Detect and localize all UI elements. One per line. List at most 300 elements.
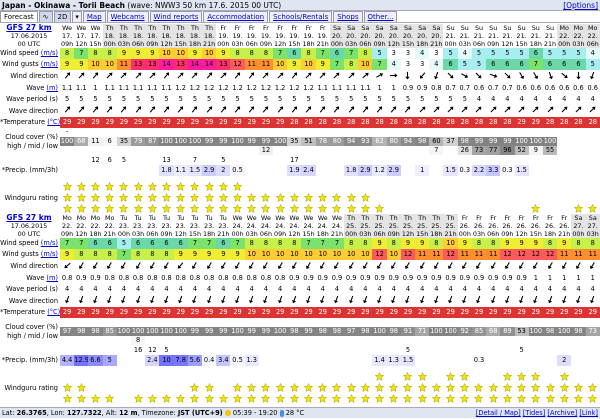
wind-speed-cell: 4 (415, 48, 429, 59)
cloud-mid-cell: 37 (443, 137, 457, 146)
cloud-mid-cell: 100 (174, 327, 188, 335)
date-cell: 19. (246, 32, 257, 40)
rating-cell (358, 372, 372, 405)
precip-cell: 12.9 (74, 356, 89, 364)
wind-arrow-icon (531, 261, 540, 270)
cloud-low-cell (316, 146, 330, 155)
wave-unit-link[interactable]: (m) (46, 84, 58, 92)
star-icon (389, 397, 398, 405)
model-name[interactable]: GFS 27 km (6, 24, 52, 32)
wave-arrow-icon (176, 105, 185, 114)
footer-link-2[interactable]: [Archive] (547, 409, 578, 417)
temperature-cell: 29 (216, 117, 230, 128)
wave-arrow-icon (247, 295, 256, 304)
wind-dir-cell (557, 70, 571, 83)
wind-arrow-icon (403, 71, 412, 80)
wind-arrow-icon (517, 71, 526, 80)
unit-link[interactable]: (m/s) (40, 49, 58, 57)
wind-gusts-cell: 3 (415, 59, 429, 70)
precip-cell: 1.5 (402, 356, 414, 364)
sun-icon (225, 410, 231, 416)
precip-cell: 0.4 (203, 356, 215, 364)
rating-cell (145, 182, 159, 215)
wind-speed-cell: 8 (472, 238, 486, 249)
wind-gusts-cell: 10 (259, 249, 273, 260)
wave-cell: 0.9 (388, 274, 400, 282)
wave-period-cell: 4 (349, 285, 354, 293)
precip-cell: 5 (103, 355, 117, 366)
wave-dir-cell (529, 105, 543, 117)
wave-arrow-icon (403, 295, 412, 304)
rating-cell (159, 372, 173, 405)
wind-arrow-icon (332, 71, 341, 80)
cloud-low-cell (188, 336, 202, 345)
cloud-low-cell (500, 336, 514, 345)
wind-gusts-cell: 10 (287, 249, 301, 260)
cloud-low-cell (287, 146, 301, 155)
unit-link[interactable]: (m/s) (40, 250, 58, 258)
wave-arrow-icon (418, 105, 427, 114)
wave-period-cell: 4 (221, 285, 226, 293)
wave-period-cell: 5 (448, 95, 453, 103)
rating-cell (458, 372, 472, 405)
wind-dir-cell (557, 260, 571, 273)
wave-period-cell: 4 (519, 285, 524, 293)
tab-1[interactable]: ∿ (39, 11, 53, 22)
cloud-high-cell (571, 128, 585, 137)
wind-speed-cell: 9 (372, 238, 386, 249)
precip-cell: 5.6 (189, 356, 201, 364)
wave-period-cell: 5 (192, 95, 198, 103)
temperature-cell: 28 (330, 117, 344, 128)
wind-gusts-cell: 11 (117, 59, 131, 70)
cloud-mid-cell: 100 (557, 327, 571, 335)
cloud-mid-cell: 89 (500, 327, 514, 336)
wind-speed-cell: 8 (245, 48, 259, 59)
cloud-low-cell (88, 146, 102, 155)
precip-cell (74, 165, 88, 176)
precip-cell (330, 165, 344, 176)
lat-label: Lat: (2, 409, 15, 417)
tab-5[interactable]: Webcams (107, 11, 149, 22)
wind-dir-cell (216, 260, 230, 273)
precip-cell (145, 165, 159, 176)
cloud-high-cell (358, 128, 372, 137)
wind-dir-cell (543, 70, 557, 83)
precip-cell: 7.8 (175, 356, 186, 364)
cloud-high-cell (429, 128, 443, 137)
wave-cell: 1.1 (118, 84, 130, 92)
day-cell: Su (503, 24, 512, 32)
wave-arrow-icon (375, 105, 384, 114)
wave-period-cell: 4 (533, 95, 538, 103)
wave-cell: 0.9 (473, 274, 485, 282)
wave-dir-cell (330, 295, 344, 307)
wave-period-cell: 5 (334, 95, 340, 103)
cloud-low-cell (387, 146, 401, 155)
model-name[interactable]: GFS 27 km (6, 214, 52, 222)
wave-period-cell: 4 (164, 285, 169, 293)
cloud-low-cell (74, 336, 88, 345)
cloud-label: Cloud cover (%) high / mid / low (5, 322, 58, 340)
day-cell: Fr (532, 214, 539, 222)
cloud-low-cell (301, 146, 315, 155)
wave-cell: 0.9 (416, 84, 428, 92)
temperature-cell: 29 (174, 117, 188, 128)
wave-dir-cell (131, 105, 145, 117)
wave-dir-cell (401, 295, 415, 307)
tab-0[interactable]: Forecast (0, 11, 38, 22)
wind-speed-cell: 5 (500, 48, 514, 59)
wave-period-cell: 4 (562, 95, 567, 103)
star-icon (332, 397, 341, 405)
wave-cell: 1.1 (161, 84, 172, 92)
cloud-high-cell (259, 128, 273, 137)
date-cell: 20. (401, 32, 415, 40)
hour-cell: 09h (373, 40, 386, 48)
cloud-extra-cell: 5 (221, 155, 226, 164)
wave-period-cell: 4 (79, 285, 84, 293)
rating-cell (586, 182, 600, 215)
wave-dir-cell (145, 105, 159, 117)
unit-link[interactable]: (m/s) (40, 60, 58, 68)
wave-dir-cell (387, 105, 401, 117)
cloud-high-cell (188, 318, 202, 327)
wave-cell: 0.9 (360, 274, 371, 282)
wind-speed-cell: 6 (145, 238, 159, 249)
wave-arrow-icon (91, 295, 100, 304)
cloud-extra-cell (344, 155, 358, 165)
wind-dir-cell (60, 260, 74, 273)
wave-dir-cell (443, 105, 457, 117)
wave-period-cell: 5 (306, 95, 311, 103)
date-cell: 21. (473, 32, 485, 40)
unit-link[interactable]: (m/s) (40, 239, 58, 247)
wave-cell: 0.8 (147, 274, 158, 282)
hour-cell: 06h (373, 230, 386, 238)
wind-arrow-icon (105, 71, 114, 80)
star-icon (531, 397, 540, 405)
rating-cell (287, 372, 301, 405)
cloud-mid-cell: 99 (245, 327, 259, 336)
tab-10[interactable]: Other... (364, 11, 398, 22)
wave-arrow-icon (162, 105, 171, 114)
cloud-extra-cell (415, 345, 429, 355)
tab-8[interactable]: Schools/Rentals (269, 11, 332, 22)
wind-gusts-cell: 6 (443, 59, 457, 70)
hour-cell: 21h (444, 230, 457, 238)
rating-cell (103, 182, 117, 215)
cloud-high-cell (188, 128, 202, 137)
wave-arrow-icon (446, 105, 455, 114)
wind-speed-cell: 8 (60, 48, 74, 59)
wave-cell: 1.1 (61, 84, 73, 92)
cloud-mid-cell: 80 (387, 137, 401, 146)
cloud-high-cell (216, 128, 230, 137)
cloud-low-cell (557, 146, 571, 155)
cloud-low-cell (443, 146, 457, 155)
cloud-high-cell (174, 128, 188, 137)
rating-cell (159, 182, 173, 215)
hour-cell: 09h (274, 230, 287, 238)
cloud-high-cell (401, 128, 415, 137)
wind-dir-cell (330, 70, 344, 83)
date-cell: 24. (246, 222, 257, 230)
lon-label: Lon: (50, 409, 65, 417)
hour-cell: 18h (302, 40, 315, 48)
precip-cell (273, 165, 287, 176)
model-date: 17.06.2015 (10, 222, 48, 230)
cloud-extra-cell: 16 (133, 345, 143, 354)
hour-cell: 09h (160, 230, 173, 238)
footer-link-3[interactable]: [Link] (579, 409, 598, 417)
day-cell: Tu (205, 214, 213, 222)
star-icon (276, 386, 285, 394)
wave-arrow-icon (205, 295, 214, 304)
wind-arrow-icon (176, 261, 185, 270)
date-cell: 20. (387, 32, 401, 40)
wave-cell: 0.6 (516, 84, 527, 92)
wave-arrow-icon (261, 295, 270, 304)
temperature-cell: 28 (401, 117, 415, 128)
cloud-mid-cell: 11 (88, 137, 102, 146)
wind-dir-cell (301, 260, 315, 273)
tab-6[interactable]: Wind reports (150, 11, 203, 22)
day-cell: Fr (305, 24, 312, 32)
date-cell: 21. (516, 32, 527, 40)
wave-arrow-icon (77, 105, 86, 114)
cloud-extra-cell (458, 155, 472, 165)
wind-arrow-icon (162, 71, 171, 80)
wind-speed-cell: 6 (174, 238, 188, 249)
rating-cell (401, 372, 415, 405)
cloud-mid-cell: 68 (486, 327, 500, 336)
wind-gusts-cell: 11 (415, 249, 429, 260)
precip-cell: 0.5 (232, 166, 243, 174)
temp-unit-link[interactable]: (°C) (47, 118, 60, 126)
day-cell: Th (131, 24, 145, 32)
rating-label: Windguru rating (4, 194, 58, 202)
footer-link-0[interactable]: [Detail / Map] (475, 409, 521, 417)
rating-cell (571, 182, 585, 215)
star-icon (290, 397, 299, 405)
wave-unit-link[interactable]: (m) (46, 274, 58, 282)
star-icon (63, 397, 72, 405)
cloud-mid-cell: 98 (571, 327, 585, 336)
wind-dir-cell (301, 70, 315, 83)
temperature-cell: 29 (287, 307, 301, 318)
temperature-cell: 28 (429, 117, 443, 128)
tab-4[interactable]: Map (83, 11, 106, 22)
star-icon (190, 196, 199, 204)
wave-dir-cell (316, 295, 330, 307)
wave-cell: 0.8 (431, 84, 442, 92)
cloud-extra-cell (543, 155, 557, 165)
cloud-low-cell (259, 336, 273, 345)
wind-gusts-cell: 10 (330, 249, 344, 260)
day-cell: Th (174, 24, 188, 32)
wave-arrow-icon (474, 295, 483, 304)
wave-arrow-icon (190, 105, 199, 114)
tab-9[interactable]: Shops (333, 11, 362, 22)
tab-2[interactable]: 2D (54, 11, 72, 22)
cloud-high-cell (88, 128, 102, 137)
wind-speed-cell: 9 (415, 238, 429, 249)
wave-arrow-icon (261, 105, 270, 114)
temperature-label: *Temperature (°C) (0, 308, 60, 316)
wave-dir-cell (216, 105, 230, 117)
wave-cell: 0.8 (161, 274, 172, 282)
wind-arrow-icon (361, 71, 370, 80)
wind-gusts-cell: 8 (159, 249, 173, 260)
star-icon (205, 397, 214, 405)
cloud-mid-cell: 99 (486, 137, 500, 146)
star-icon (261, 386, 270, 394)
wind-dir-cell (472, 260, 486, 273)
temperature-cell: 29 (500, 307, 514, 318)
wave-period-cell: 4 (107, 285, 112, 293)
precip-cell: 2 (216, 165, 230, 176)
wave-period-cell: 5 (93, 95, 98, 103)
wave-dir-cell (117, 105, 131, 117)
wave-cell: 0.8 (132, 274, 144, 282)
temperature-cell: 29 (486, 307, 500, 318)
temperature-cell: 28 (316, 117, 330, 128)
date-cell: 23. (189, 222, 201, 230)
wind-arrow-icon (276, 261, 285, 270)
precip-cell: 0.3 (459, 166, 471, 174)
wind-gusts-cell: 12 (543, 249, 557, 260)
precip-cell (301, 355, 315, 366)
rating-cell (486, 372, 500, 405)
wind-arrow-icon (503, 261, 512, 270)
hour-cell: 06h (245, 40, 258, 48)
tab-7[interactable]: Accommodation (203, 11, 268, 22)
cloud-mid-cell: 98 (316, 327, 330, 336)
temperature-cell: 28 (301, 117, 315, 128)
wind-dir-cell (571, 260, 585, 273)
wind-dir-cell (202, 70, 216, 83)
cloud-high-cell (230, 318, 244, 327)
cloud-low-cell (202, 146, 216, 155)
cloud-extra-cell (145, 155, 159, 165)
wind-gusts-cell: 14 (159, 59, 173, 70)
temperature-cell: 29 (131, 117, 145, 128)
wind-gusts-cell: 12 (515, 249, 529, 260)
wave-arrow-icon (332, 105, 341, 114)
star-icon (531, 375, 540, 383)
day-cell: Fr (291, 24, 298, 32)
wave-period-cell: 4 (278, 285, 283, 293)
hour-cell: 18h (529, 40, 542, 48)
precip-cell (571, 355, 585, 366)
wave-period-cell: 5 (278, 95, 283, 103)
date-cell: 26. (516, 222, 527, 230)
precip-cell (486, 355, 500, 366)
hour-cell: 12h (160, 40, 173, 48)
wind-dir-cell (117, 70, 131, 83)
precip-cell: 1.3 (388, 356, 400, 364)
day-cell: We (62, 24, 73, 32)
cloud-low-cell (230, 146, 244, 155)
cloud-high-cell (117, 128, 131, 137)
cloud-extra-cell (301, 345, 315, 355)
temperature-cell: 28 (500, 117, 514, 128)
wind-dir-cell (543, 260, 557, 273)
wave-arrow-icon (560, 105, 569, 114)
options-link[interactable]: [Options] (563, 1, 598, 10)
cloud-high-cell (472, 318, 486, 327)
cloud-high-cell (529, 318, 543, 327)
tab-3[interactable]: ▾ (72, 11, 82, 22)
wind-arrow-icon (347, 261, 356, 270)
wave-period-cell: 4 (476, 285, 482, 293)
cloud-extra-cell (188, 345, 202, 355)
star-icon (148, 185, 157, 193)
temp-unit-link[interactable]: (°C) (47, 308, 60, 316)
cloud-high-cell (344, 318, 358, 327)
footer-link-1[interactable]: [Tides] (522, 409, 546, 417)
cloud-high-cell (472, 128, 486, 137)
wave-period-cell: 5 (420, 95, 425, 103)
day-cell: Sa (387, 24, 401, 32)
wind-gusts-cell: 6 (543, 59, 557, 70)
precip-cell (117, 165, 131, 176)
wind-gusts-cell: 10 (387, 249, 401, 260)
temperature-cell: 28 (387, 117, 401, 128)
wave-dir-cell (174, 295, 188, 307)
wind-gusts-cell: 9 (60, 249, 74, 260)
wind-speed-cell: 3 (429, 48, 443, 59)
wind-speed-cell: 4 (458, 48, 472, 59)
cloud-low-cell (344, 336, 358, 345)
cloud-high-cell (103, 128, 117, 137)
day-cell: Tu (120, 214, 128, 222)
hour-cell: 03h (132, 230, 145, 238)
cloud-mid-cell: 98 (458, 137, 472, 146)
hour-cell: 06h (359, 40, 372, 48)
wind-gusts-cell: 14 (188, 59, 202, 70)
wave-cell: 0.9 (516, 274, 527, 282)
wind-speed-cell: 8 (230, 48, 244, 59)
precip-cell: 1.8 (345, 166, 357, 174)
hour-cell: 03h (117, 40, 130, 48)
wave-dir-cell (188, 105, 202, 117)
rating-cell (145, 372, 159, 405)
date-cell: 24. (232, 222, 243, 230)
precip-cell: 1 (415, 165, 429, 176)
precip-cell (117, 355, 131, 366)
star-icon (403, 397, 412, 405)
star-icon (318, 196, 327, 204)
wave-arrow-icon (432, 295, 441, 304)
cloud-high-cell (387, 318, 401, 327)
cloud-high-cell (486, 318, 500, 327)
wave-cell: 0.7 (459, 84, 471, 92)
star-icon (148, 196, 157, 204)
date-cell: 20. (372, 32, 386, 40)
wave-cell: 0.9 (345, 274, 357, 282)
wind-gusts-label: Wind gusts (m/s) (2, 250, 58, 258)
wind-speed-cell: 7 (230, 238, 244, 249)
cloud-mid-cell: 100 (188, 137, 202, 145)
cloud-extra-cell: 5 (519, 345, 524, 354)
wave-dir-cell (472, 295, 486, 307)
rating-cell (500, 372, 514, 405)
wave-period-cell: 4 (505, 285, 510, 293)
star-icon (560, 386, 569, 394)
wave-cell: 0.8 (232, 274, 243, 282)
